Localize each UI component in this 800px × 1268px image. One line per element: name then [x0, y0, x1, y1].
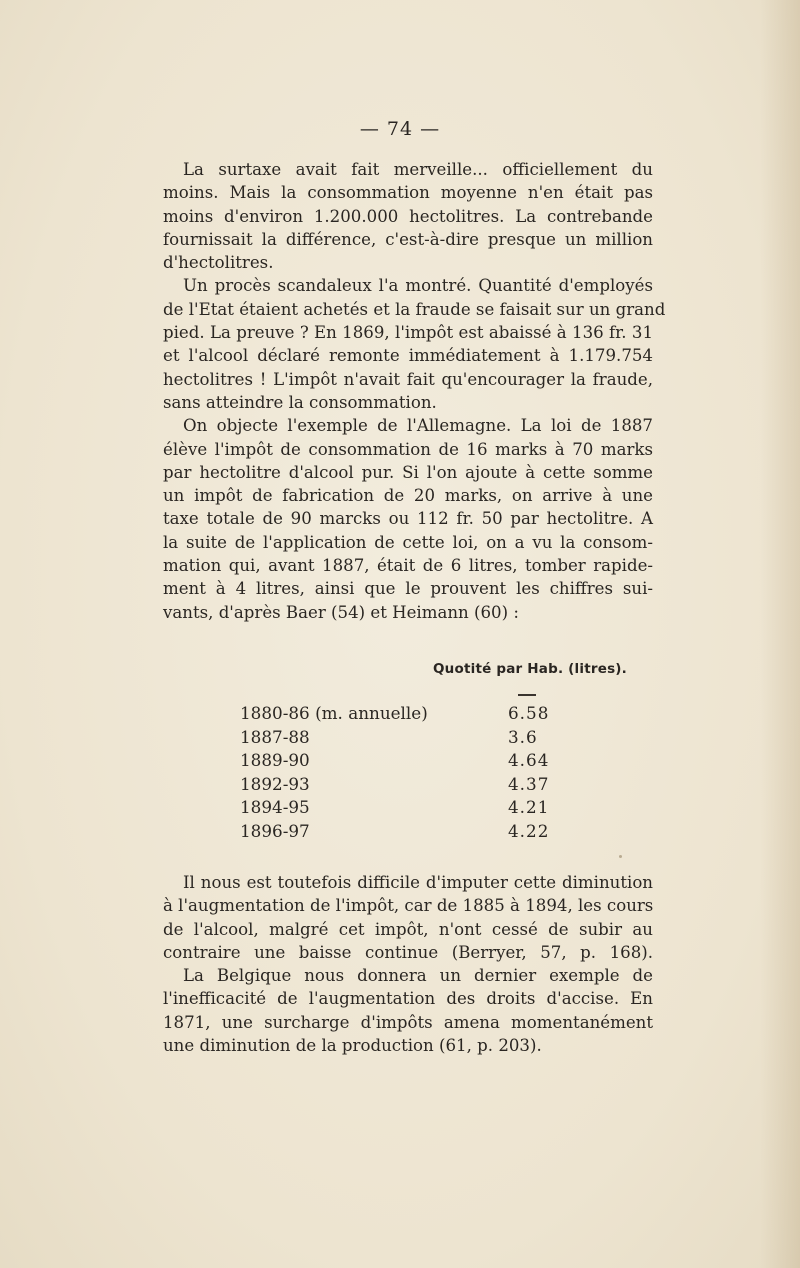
table-period: 1896-97 — [240, 820, 310, 841]
consumption-table — [240, 703, 580, 845]
text-line: un impôt de fabrication de 20 marks, on arrive à une — [163, 486, 653, 506]
table-row — [240, 821, 580, 845]
text-line: vants, d'après Baer (54) et Heimann (60) : — [163, 602, 519, 622]
text-line: contraire une baisse continue (Berryer, 57, p. 168). — [163, 942, 653, 962]
text-line: ment à 4 litres, ainsi que le prouvent les chiffres sui- — [163, 579, 653, 599]
table-value: 3.6 — [508, 726, 538, 747]
table-row — [240, 703, 580, 727]
body-text-bottom — [163, 871, 653, 1057]
table-value: 4.37 — [508, 773, 550, 794]
page-edge-shadow — [760, 0, 800, 1268]
text-line: élève l'impôt de consommation de 16 marks à 70 marks — [163, 439, 653, 459]
table-header-rule — [518, 694, 536, 696]
text-line: pied. La preuve ? En 1869, l'impôt est abaissé à 136 fr. 31 — [163, 323, 653, 343]
text-line: hectolitres ! L'impôt n'avait fait qu'encourager la fraude, — [163, 369, 653, 389]
table-value: 4.21 — [508, 797, 550, 818]
text-line: la suite de l'application de cette loi, on a vu la consom- — [163, 532, 653, 552]
text-line: fournissait la différence, c'est-à-dire presque un million — [163, 229, 653, 249]
table-period: 1892-93 — [240, 773, 310, 794]
text-line: Un procès scandaleux l'a montré. Quantité d'employés — [183, 276, 653, 296]
paper-speck — [619, 855, 622, 858]
text-line: 1871, une surcharge d'impôts amena momentanément — [163, 1012, 653, 1032]
body-text-top — [163, 158, 666, 624]
text-line: d'hectolitres. — [163, 253, 274, 273]
table-period: 1880-86 (m. annuelle) — [240, 703, 428, 723]
table-period: 1889-90 — [240, 750, 310, 771]
table-value: 4.64 — [508, 750, 550, 771]
text-line: moins d'environ 1.200.000 hectolitres. La contrebande — [163, 206, 653, 226]
table-period: 1894-95 — [240, 797, 310, 818]
table-row — [240, 774, 580, 798]
table-row — [240, 750, 580, 774]
text-line: moins. Mais la consommation moyenne n'en était pas — [163, 183, 653, 203]
text-line: à l'augmentation de l'impôt, car de 1885 à 1894, les cours — [163, 896, 654, 916]
page-number: — 74 — — [359, 118, 441, 140]
text-line: mation qui, avant 1887, était de 6 litres, tomber rapide- — [163, 556, 653, 576]
table-period: 1887-88 — [240, 726, 310, 747]
text-line: l'inefficacité de l'augmentation des droits d'accise. En — [163, 989, 653, 1009]
text-line: taxe totale de 90 marcks ou 112 fr. 50 par hectolitre. A — [163, 509, 653, 529]
table-value: 4.22 — [508, 820, 550, 841]
text-line: La Belgique nous donnera un dernier exemple de — [183, 966, 653, 986]
text-line: On objecte l'exemple de l'Allemagne. La loi de 1887 — [183, 416, 653, 436]
table-value: 6.58 — [508, 703, 550, 723]
text-line: sans atteindre la consommation. — [163, 392, 437, 412]
text-line: par hectolitre d'alcool pur. Si l'on ajoute à cette somme — [163, 462, 653, 482]
table-row — [240, 797, 580, 821]
text-line: et l'alcool déclaré remonte immédiatement à 1.179.754 — [163, 346, 653, 366]
text-line: Il nous est toutefois difficile d'imputer cette diminution — [183, 873, 653, 892]
text-line: de l'Etat étaient achetés et la fraude se faisait sur un grand — [163, 299, 666, 319]
table-header: Quotité par Hab. (litres). — [433, 661, 628, 677]
text-line: une diminution de la production (61, p. 203). — [163, 1036, 542, 1056]
text-line: La surtaxe avait fait merveille... officiellement du — [183, 160, 653, 179]
text-line: de l'alcool, malgré cet impôt, n'ont cessé de subir au — [163, 919, 653, 939]
table-row — [240, 727, 580, 751]
